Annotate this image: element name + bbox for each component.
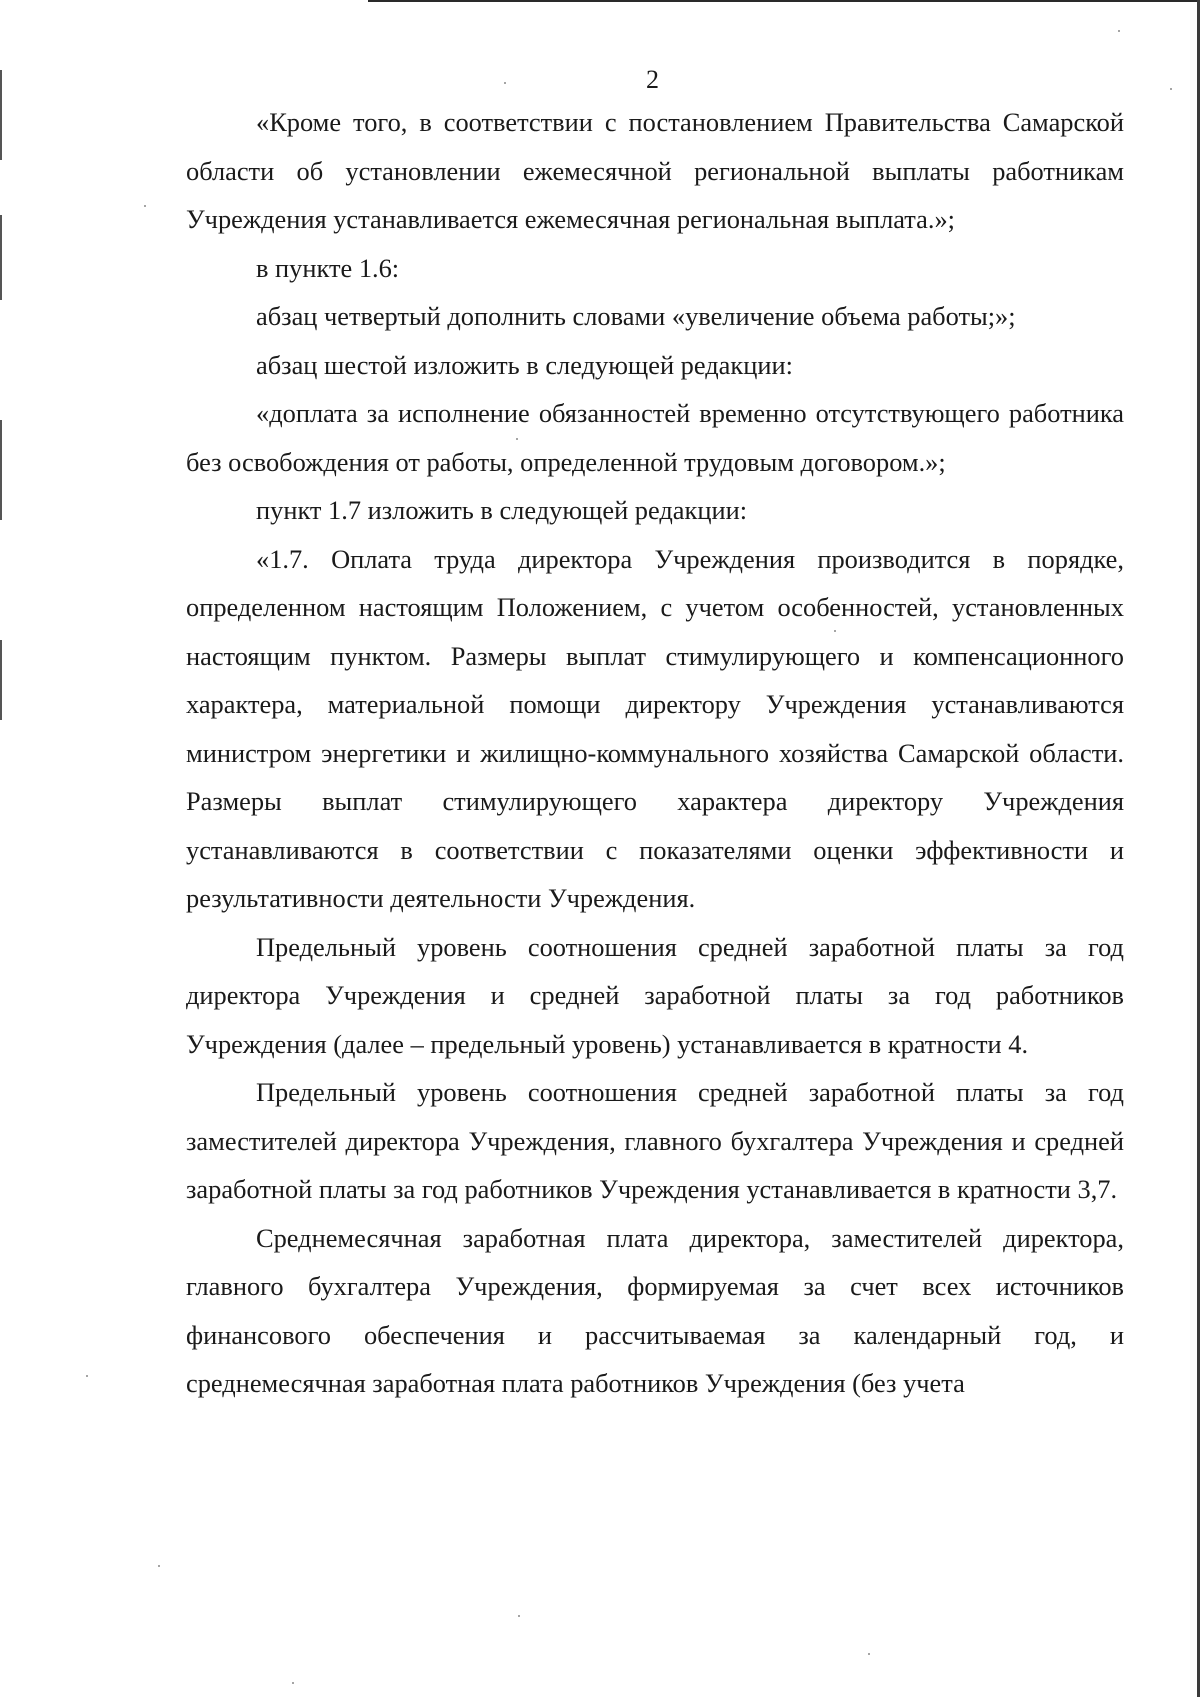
paragraph-limit-ratio-director: Предельный уровень соотношения средней заработной платы за год директора Учреждения и средней заработной платы за год работников Учреждения (далее – предельный уровень) устанавливается в кратности 4.	[186, 931, 1124, 1059]
left-scan-mark	[0, 215, 2, 300]
paragraph-clause-1-6: в пункте 1.6:	[256, 252, 400, 283]
top-scan-border	[368, 0, 1200, 2]
scan-speck	[518, 1615, 520, 1617]
scan-speck	[292, 1682, 294, 1684]
paragraph-limit-ratio-deputies: Предельный уровень соотношения средней заработной платы за год заместителей директора Учреждения, главного бухгалтера Учреждения и средней заработной платы за год работников Учреждения устанавливается в кратности 3,7.	[186, 1077, 1124, 1204]
scan-speck	[144, 205, 146, 207]
scan-speck	[868, 1653, 870, 1655]
scan-speck	[1118, 30, 1120, 32]
left-scan-mark	[0, 420, 2, 520]
paragraph-director-pay: «1.7. Оплата труда директора Учреждения производится в порядке, определенном настоящим Положением, с учетом особенностей, установленных настоящим пунктом. Размеры выплат стимулирующего и компенсационного характера, материальной помощи директору Учреждения устанавливаются министром энергетики и жилищно-коммунального хозяйства Самарской области. Размеры выплат стимулирующего характера директору Учреждения устанавливаются в соответствии с показателями оценки эффективности и результативности деятельности Учреждения.	[186, 543, 1124, 913]
scan-speck	[86, 1375, 88, 1377]
left-scan-mark	[0, 640, 2, 720]
paragraph-additional-payment: «доплата за исполнение обязанностей временно отсутствующего работника без освобождения от работы, определенной трудовым договором.»;	[186, 398, 1124, 477]
paragraph-average-monthly-salary: Среднемесячная заработная плата директора, заместителей директора, главного бухгалтера Учреждения, формируемая за счет всех источников финансового обеспечения и рассчитываемая за календарный год, и среднемесячная заработная плата работников Учреждения (без учета	[186, 1222, 1124, 1398]
paragraph-regional-payment: «Кроме того, в соответствии с постановлением Правительства Самарской области об установлении ежемесячной региональной выплаты работникам Учреждения устанавливается ежемесячная региональная выплата.»;	[186, 107, 1124, 234]
paragraph-clause-1-7: пункт 1.7 изложить в следующей редакции:	[256, 495, 748, 525]
scan-speck	[158, 1565, 160, 1567]
page-number: 2	[646, 65, 659, 94]
paragraph-fourth-subparagraph: абзац четвертый дополнить словами «увеличение объема работы;»;	[256, 301, 1016, 331]
document-body	[186, 98, 1124, 1408]
paragraph-sixth-subparagraph: абзац шестой изложить в следующей редакции:	[256, 349, 793, 380]
